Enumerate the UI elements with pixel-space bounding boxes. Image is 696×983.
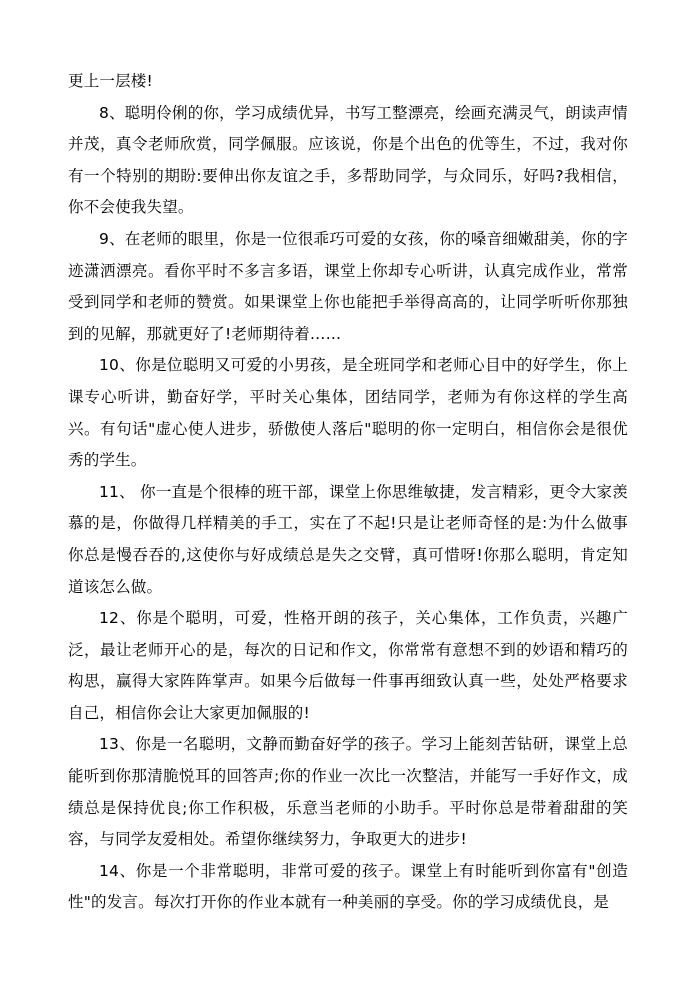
paragraph-comment-12: 12、你是个聪明，可爱，性格开朗的孩子，关心集体，工作负责，兴趣广泛，最让老师开心的是，每次的日记和作文，你常常有意想不到的妙语和精巧的构思，赢得大家阵阵掌声。如果今后做每一件事再细致认真一些，处处严格要求自己，相信你会让大家更加佩服的! xyxy=(68,609,628,722)
document-body xyxy=(68,66,628,919)
paragraph-comment-13: 13、你是一名聪明，文静而勤奋好学的孩子。学习上能刻苦钻研，课堂上总能听到你那清脆悦耳的回答声;你的作业一次比一次整洁，并能写一手好作文，成绩总是保持优良;你工作积极，乐意当老师的小助手。平时你总是带着甜甜的笑容，与同学友爱相处。希望你继续努力，争取更大的进步! xyxy=(68,735,628,849)
paragraph-comment-9: 9、在老师的眼里，你是一位很乖巧可爱的女孩，你的嗓音细嫩甜美，你的字迹潇洒漂亮。看你平时不多言多语，课堂上你却专心听讲，认真完成作业，常常受到同学和老师的赞赏。如果课堂上你也能把手举得高高的，让同学听听你那独到的见解，那就更好了!老师期待着…… xyxy=(68,229,628,343)
paragraph-comment-10: 10、你是位聪明又可爱的小男孩，是全班同学和老师心目中的好学生，你上课专心听讲，勤奋好学，平时关心集体，团结同学，老师为有你这样的学生高兴。有句话"虚心使人进步，骄傲使人落后"聪明的你一定明白，相信你会是很优秀的学生。 xyxy=(68,356,628,470)
paragraph-continuation: 更上一层楼! xyxy=(68,72,153,90)
paragraph-comment-8: 8、聪明伶俐的你，学习成绩优异，书写工整漂亮，绘画充满灵气，朗读声情并茂，真令老师欣赏，同学佩服。应该说，你是个出色的优等生，不过，我对你有一个特别的期盼:要伸出你友谊之手，多帮助同学，与众同乐，好吗?我相信，你不会使我失望。 xyxy=(68,103,628,217)
paragraph-comment-14: 14、你是一个非常聪明，非常可爱的孩子。课堂上有时能听到你富有"创造性"的发言。每次打开你的作业本就有一种美丽的享受。你的学习成绩优良，是 xyxy=(68,861,628,912)
paragraph-comment-11: 11、 你一直是个很棒的班干部，课堂上你思维敏捷，发言精彩，更令大家羡慕的是，你做得几样精美的手工，实在了不起!只是让老师奇怪的是:为什么做事你总是慢吞吞的,这使你与好成绩总是失之交臂，真可惜呀!你那么聪明，肯定知道该怎么做。 xyxy=(68,482,628,596)
